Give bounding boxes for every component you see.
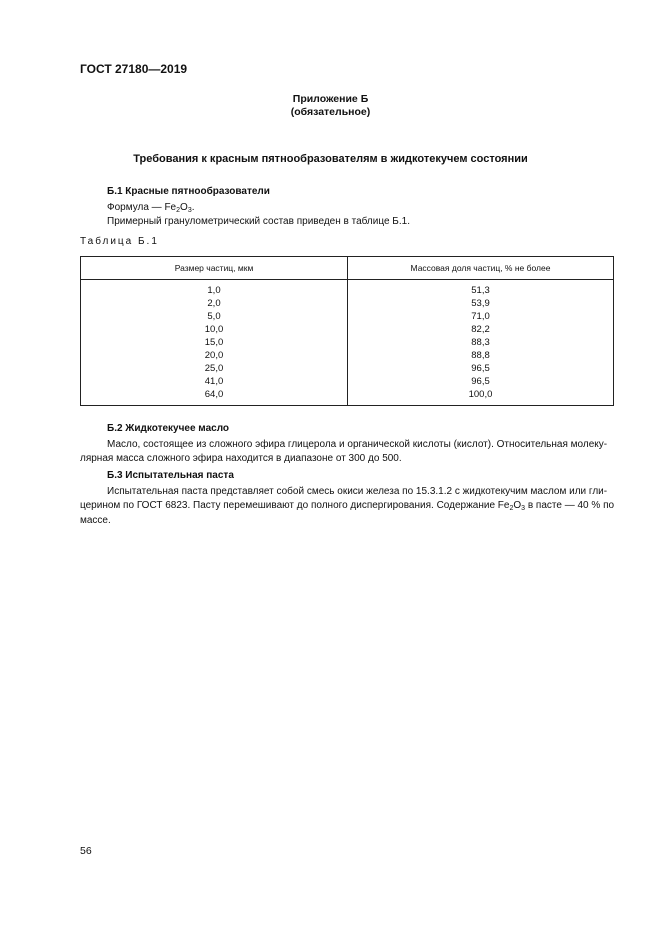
- main-title: Требования к красным пятнообразователям в жидкотекучем состоянии: [133, 153, 528, 165]
- section-b1-heading: Б.1 Красные пятнообразователи: [107, 186, 270, 197]
- table-caption: Таблица Б.1: [80, 236, 159, 247]
- col-header-fraction: Массовая доля частиц, % не более: [348, 257, 614, 280]
- table-row: [81, 280, 614, 298]
- section-b3-line2: [80, 499, 614, 513]
- paste-mid: O: [513, 500, 522, 511]
- formula-mid: O: [180, 202, 188, 213]
- particle-table: [80, 256, 614, 406]
- annex-block: [0, 93, 661, 119]
- cell-fraction: 53,9: [348, 297, 614, 310]
- page-number: 56: [80, 845, 92, 857]
- cell-size: 25,0: [81, 362, 348, 375]
- table-row: [81, 388, 614, 406]
- formula-sub2: 3: [187, 207, 192, 214]
- annex-status: (обязательное): [290, 106, 371, 118]
- cell-size: 5,0: [81, 310, 348, 323]
- cell-fraction: 82,2: [348, 323, 614, 336]
- cell-fraction: 100,0: [348, 388, 614, 406]
- cell-size: 2,0: [81, 297, 348, 310]
- formula-prefix: Формула — Fe: [107, 202, 177, 213]
- cell-fraction: 96,5: [348, 362, 614, 375]
- section-b2-line1: Масло, состоящее из сложного эфира глицерола и органической кислоты (кислот). Относительная молеку-: [107, 439, 608, 450]
- section-b2-line2: лярная масса сложного эфира находится в диапазоне от 300 до 500.: [80, 453, 402, 464]
- section-b2-heading: Б.2 Жидкотекучее масло: [107, 423, 230, 434]
- table-header-row: [81, 257, 614, 280]
- paste-text-suffix: в пасте — 40 % по: [525, 500, 615, 511]
- cell-fraction: 88,3: [348, 336, 614, 349]
- cell-size: 41,0: [81, 375, 348, 388]
- cell-fraction: 51,3: [348, 280, 614, 298]
- table-row: [81, 349, 614, 362]
- paste-sub1: 2: [509, 505, 514, 512]
- table-row: [81, 323, 614, 336]
- table-row: [81, 362, 614, 375]
- cell-fraction: 88,8: [348, 349, 614, 362]
- section-b3-heading: Б.3 Испытательная паста: [107, 470, 234, 481]
- cell-fraction: 96,5: [348, 375, 614, 388]
- paste-text-prefix: церином по ГОСТ 6823. Пасту перемешивают до полного диспергирования. Содержание Fe: [80, 500, 510, 511]
- table-row: [81, 297, 614, 310]
- section-b3-line1: Испытательная паста представляет собой смесь окиси железа по 15.3.1.2 с жидкотекучим маслом или гли-: [107, 486, 608, 497]
- table-row: [81, 336, 614, 349]
- cell-size: 10,0: [81, 323, 348, 336]
- cell-fraction: 71,0: [348, 310, 614, 323]
- cell-size: 1,0: [81, 280, 348, 298]
- paste-sub2: 3: [521, 505, 526, 512]
- granulometric-note: Примерный гранулометрический состав приведен в таблице Б.1.: [107, 216, 410, 227]
- document-header: ГОСТ 27180—2019: [80, 62, 188, 76]
- annex-title: Приложение Б: [292, 93, 369, 105]
- formula-sub1: 2: [176, 207, 181, 214]
- cell-size: 64,0: [81, 388, 348, 406]
- formula-suffix: .: [191, 202, 195, 213]
- col-header-size: Размер частиц, мкм: [81, 257, 348, 280]
- section-b3-line3: массе.: [80, 515, 111, 526]
- formula-line: [107, 201, 195, 215]
- table-row: [81, 375, 614, 388]
- table-row: [81, 310, 614, 323]
- cell-size: 20,0: [81, 349, 348, 362]
- cell-size: 15,0: [81, 336, 348, 349]
